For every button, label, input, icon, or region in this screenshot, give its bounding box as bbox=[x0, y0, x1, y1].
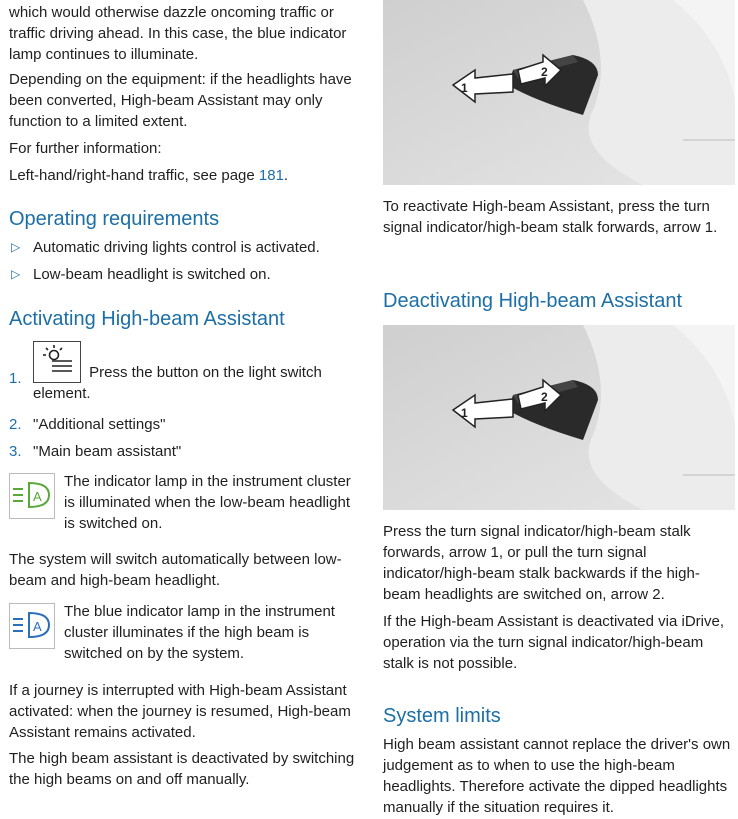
step-number: 1. bbox=[9, 370, 22, 387]
step-text: "Main beam assistant" bbox=[33, 443, 182, 460]
note-text: The blue indicator lamp in the instrument cluster illuminates if the high beam is switched on by the system. bbox=[64, 603, 335, 662]
stalk-photo-reactivate bbox=[383, 0, 735, 185]
requirement-text: Automatic driving lights control is activated. bbox=[33, 239, 320, 256]
requirement-item bbox=[9, 237, 357, 258]
deactivate-paragraph-2: If the High-beam Assistant is deactivated via iDrive, operation via the turn signal indicator/high-beam stalk is not possible. bbox=[383, 613, 724, 672]
journey-paragraph: If a journey is interrupted with High-beam Assistant activated: when the journey is resumed, High-beam Assistant remains activated. bbox=[9, 682, 351, 741]
deactivate-paragraph-1: Press the turn signal indicator/high-beam stalk forwards, arrow 1, or pull the turn signal indicator/high-beam stalk backwards if the high-beam headlights are switched on, arrow 2. bbox=[383, 523, 700, 603]
stalk-photo-deactivate bbox=[383, 325, 735, 510]
activating-heading: Activating High-beam Assistant bbox=[9, 308, 285, 330]
period: . bbox=[283, 167, 289, 184]
step-item bbox=[9, 341, 357, 404]
light-button-icon bbox=[33, 341, 81, 383]
manual-paragraph: The high beam assistant is deactivated by switching the high beams on and off manually. bbox=[9, 750, 355, 788]
page-link[interactable]: 181 bbox=[258, 167, 284, 184]
svg-text:A: A bbox=[33, 619, 42, 634]
step-text: Press the button on the light switch element. bbox=[33, 364, 322, 402]
intro-paragraph-3: For further information: bbox=[9, 140, 162, 157]
arrow-2-label: 2 bbox=[541, 65, 548, 79]
intro-paragraph-1: which would otherwise dazzle oncoming traffic or traffic driving ahead. In this case, the blue indicator lamp continues to illuminate. bbox=[9, 4, 347, 63]
see-page-text: Left-hand/right-hand traffic, see page bbox=[9, 167, 259, 184]
indicator-note-blue bbox=[9, 601, 357, 664]
operating-requirements-heading: Operating requirements bbox=[9, 208, 220, 230]
step-item bbox=[9, 441, 357, 462]
step-text: "Additional settings" bbox=[33, 416, 166, 433]
arrow-1-label: 1 bbox=[461, 406, 468, 420]
arrow-2-label: 2 bbox=[541, 390, 548, 404]
step-item bbox=[9, 414, 357, 435]
note-text: The indicator lamp in the instrument cluster is illuminated when the low-beam headlight is switched on. bbox=[64, 473, 351, 532]
indicator-note-green bbox=[9, 471, 357, 534]
reactivate-paragraph: To reactivate High-beam Assistant, press the turn signal indicator/high-beam stalk forwards, arrow 1. bbox=[383, 198, 718, 236]
requirement-text: Low-beam headlight is switched on. bbox=[33, 266, 271, 283]
automatic-switch-paragraph: The system will switch automatically between low-beam and high-beam headlight. bbox=[9, 551, 342, 589]
svg-text:A: A bbox=[33, 489, 42, 504]
intro-paragraph-4 bbox=[9, 165, 357, 186]
arrow-1-label: 1 bbox=[461, 81, 468, 95]
high-beam-assistant-green-icon bbox=[9, 473, 55, 519]
requirement-item bbox=[9, 264, 357, 285]
bullet-triangle-icon: ▷ bbox=[11, 240, 21, 254]
bullet-triangle-icon: ▷ bbox=[11, 267, 21, 281]
intro-paragraph-2: Depending on the equipment: if the headlights have been converted, High-beam Assistant may only function to a limited extent. bbox=[9, 71, 352, 130]
step-number: 3. bbox=[9, 443, 22, 460]
high-beam-assistant-blue-icon bbox=[9, 603, 55, 649]
system-limits-heading: System limits bbox=[383, 705, 501, 727]
step-number: 2. bbox=[9, 416, 22, 433]
system-limits-paragraph: High beam assistant cannot replace the driver's own judgement as to when to use the high-beam headlights. Therefore activate the dipped headlights manually if the situation requires it. bbox=[383, 736, 731, 816]
deactivating-heading: Deactivating High-beam Assistant bbox=[383, 290, 683, 312]
